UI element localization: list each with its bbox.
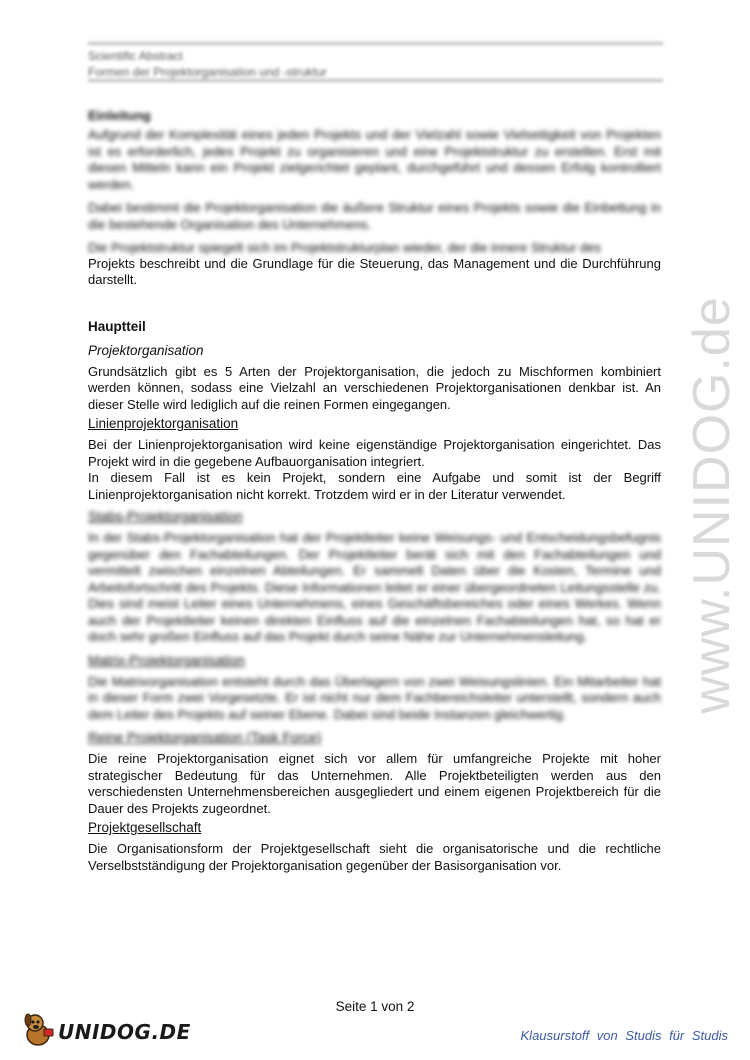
document-body bbox=[88, 108, 661, 874]
blurred-middle-section bbox=[88, 509, 661, 745]
intro-paragraph-2: Dabei bestimmt die Projektorganisation die äußere Struktur eines Projekts sowie die Einbettung in die bestehende Organisation des Unternehmens. bbox=[88, 200, 661, 232]
linien-paragraph-1: Bei der Linienprojektorganisation wird keine eigenständige Projektorganisation eingerichtet. Das Projekt wird in die gegebene Aufbauorganisation integriert. bbox=[88, 437, 661, 469]
logo-text: UNIDOG.DE bbox=[58, 1020, 191, 1044]
intro-paragraph-3-blurred: Die Projektstruktur spiegelt sich im Projektstrukturplan wieder, der die innere Struktur des bbox=[88, 240, 601, 255]
stabs-paragraph: In der Stabs-Projektorganisation hat der Projektleiter keine Weisungs- und Entscheidungsbefugnis gegenüber den Fachabteilungen. Der Projektleiter berät sich mit den Fachabteilungen und vermittelt zwischen einzelnen Abteilungen. Er sammelt Daten über die Kosten, Termine und Arbeitsfortschritt des Projekts. Diese Informationen leitet er einer übergeordneten Leitungsstelle zu. Dies sind meist Leiter eines Unternehmens, eines Geschäftsbereiches oder eines Werkes. Wenn auch der Projektleiter keinen direkten Einfluss auf die einzelnen Fachabteilungen hat, so hat er doch sehr großen Einfluss auf das Projekt durch seine Nähe zur Unternehmensleitung. bbox=[88, 530, 661, 644]
intro-section-blurred bbox=[88, 108, 661, 257]
footer-slogan: Klausurstoff von Studis für Studis bbox=[520, 1028, 728, 1043]
main-heading: Hauptteil bbox=[88, 318, 146, 334]
gesellschaft-paragraph: Die Organisationsform der Projektgesellschaft sieht die organisatorische und die rechtliche Verselbstständigung der Projektorganisation gegenüber der Basisorganisation vor. bbox=[88, 841, 661, 873]
reine-heading: Reine Projektorganisation (Task Force) bbox=[88, 730, 322, 745]
intro-paragraph-3: Projekts beschreibt und die Grundlage für die Steuerung, das Management und die Durchführung darstellt. bbox=[88, 255, 661, 287]
document-header bbox=[88, 42, 663, 82]
watermark bbox=[682, 280, 742, 730]
linien-heading: Linienprojektorganisation bbox=[88, 416, 239, 431]
intro-heading: Einleitung bbox=[88, 108, 151, 123]
page-number: Seite 1 von 2 bbox=[335, 999, 415, 1014]
matrix-paragraph: Die Matrixorganisation entsteht durch das Überlagern von zwei Weisungslinien. Ein Mitarbeiter hat in dieser Form zwei Vorgesetzte. Er ist nicht nur dem Fachbereichsleiter unterstellt, sondern auch dem Leiter des Projekts auf seiner Ebene. Dabei sind beide Instanzen gleichwertig. bbox=[88, 673, 661, 722]
main-paragraph-1: Grundsätzlich gibt es 5 Arten der Projektorganisation, die jedoch zu Mischformen kombiniert werden können, sodass eine Vielzahl an verschiedenen Projektorganisationen denkbar ist. An dieser Stelle wird lediglich auf die reinen Formen eingegangen. bbox=[88, 363, 661, 412]
main-subheading: Projektorganisation bbox=[88, 342, 204, 358]
header-title: Scientific Abstract bbox=[88, 49, 183, 63]
linien-paragraph-2: In diesem Fall ist es kein Projekt, sondern eine Aufgabe und somit ist der Begriff Linienprojektorganisation nicht korrekt. Trotzdem wird er in der Literatur verwendet. bbox=[88, 470, 661, 502]
intro-paragraph-1: Aufgrund der Komplexität eines jeden Projekts und der Vielzahl sowie Vielseitigkeit von Projekten ist es erforderlich, jedes Projekt zu organisieren und eine Projektstruktur zu erstellen. Erst mit diesen Mitteln kann ein Projekt zielgerichtet geplant, durchgeführt und dessen Erfolg kontrolliert werden. bbox=[88, 127, 661, 192]
stabs-heading: Stabs-Projektorganisation bbox=[88, 509, 243, 524]
unidog-logo bbox=[20, 1012, 191, 1052]
watermark-text: www.UNIDOG.de bbox=[683, 296, 741, 714]
reine-paragraph: Die reine Projektorganisation eignet sich vor allem für umfangreiche Projekte mit hoher strategischer Bedeutung für das Unternehmen. Alle Projektbeteiligten werden aus den verschiedensten Unternehmensbereichen ausgegliedert und einem eigenen Projektbereich für die Dauer des Projekts zugeordnet. bbox=[88, 751, 661, 816]
gesellschaft-heading: Projektgesellschaft bbox=[88, 820, 202, 835]
dog-icon bbox=[20, 1011, 56, 1054]
header-subtitle: Formen der Projektorganisation und -struktur bbox=[88, 65, 327, 79]
matrix-heading: Matrix-Projektorganisation bbox=[88, 652, 245, 668]
